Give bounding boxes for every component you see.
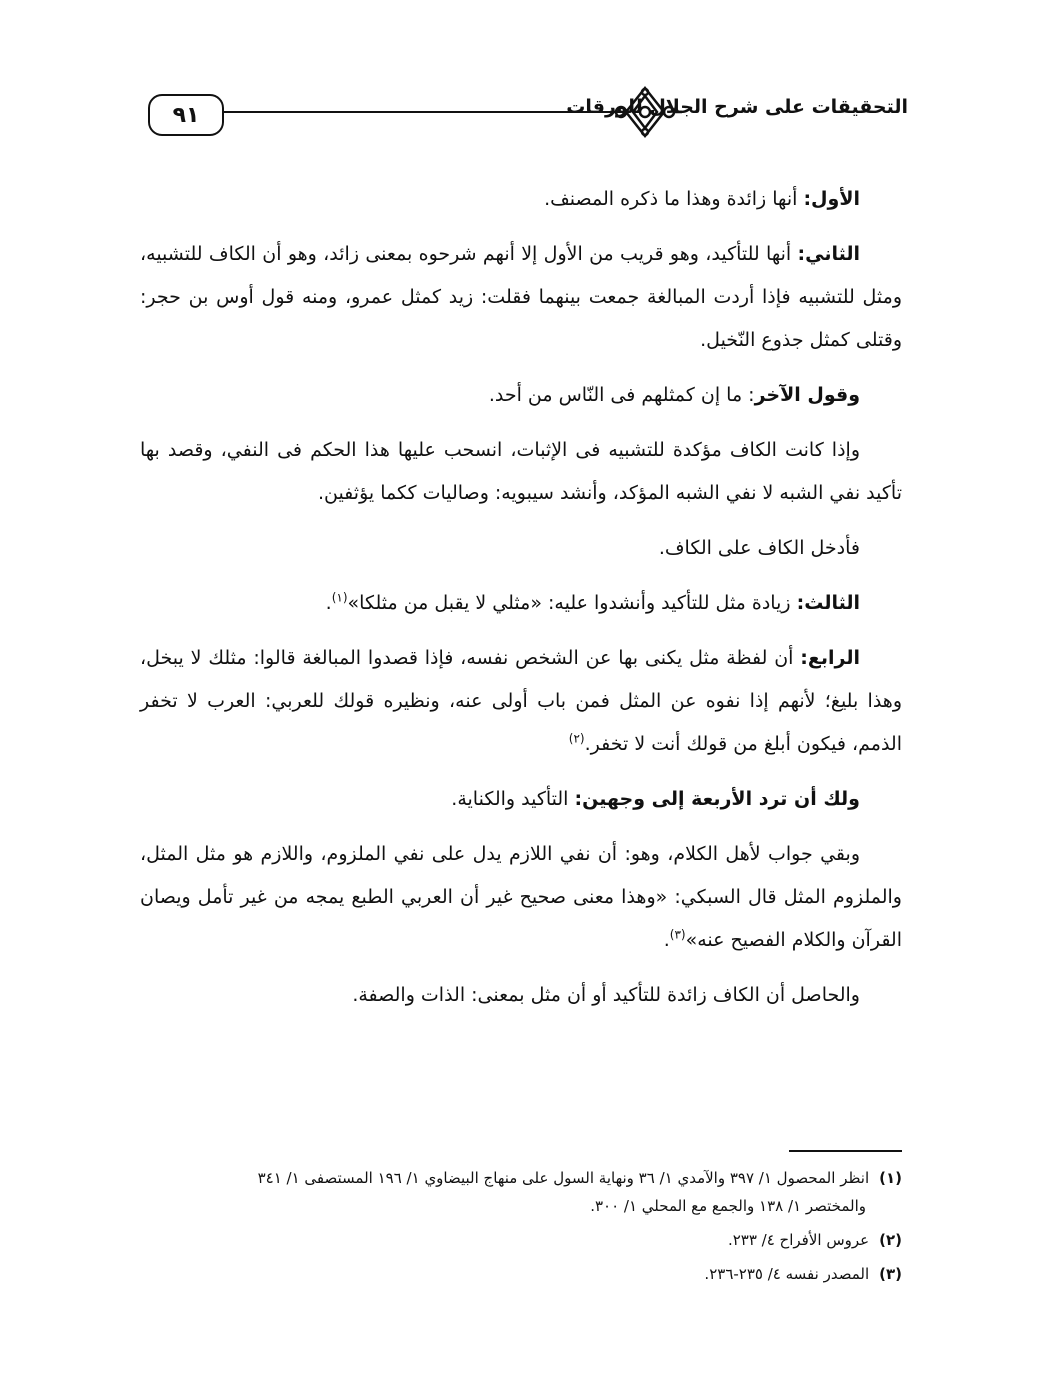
footnote-continuation: والمختصر ١/ ١٣٨ والجمع مع المحلي ١/ ٣٠٠.	[590, 1197, 866, 1215]
paragraph	[140, 637, 902, 766]
paragraph	[140, 778, 902, 821]
paragraph	[140, 527, 902, 570]
footnote	[140, 1260, 902, 1288]
page-header	[140, 84, 908, 140]
footnote-divider	[789, 1150, 902, 1152]
footnote-ref[interactable]: (١)	[331, 590, 348, 605]
footnote-number: (٢)	[879, 1231, 902, 1249]
paragraph-text: والحاصل أن الكاف زائدة للتأكيد أو أن مثل بمعنى: الذات والصفة.	[352, 984, 860, 1006]
paragraph-text: وبقي جواب لأهل الكلام، وهو: أن نفي اللازم يدل على نفي الملزوم، واللازم هو مثل المثل، والملزوم المثل قال السبكي: «وهذا معنى صحيح غير أن العربي الطبع يمجه من غير تأمل ويصان القرآن والكلام الفصيح عنه»	[140, 843, 902, 951]
paragraph-text: التأكيد والكناية.	[451, 788, 575, 810]
paragraph-text: : ما إن كمثلهم فى النّاس من أحد.	[488, 384, 755, 406]
footnote	[140, 1164, 902, 1220]
paragraph-lead: الثاني:	[797, 243, 860, 265]
footnote-ref[interactable]: (٢)	[568, 731, 585, 746]
paragraph-text: أنها للتأكيد، وهو قريب من الأول إلا أنهم شرحوه بمعنى زائد، وهو أن الكاف للتشبيه، ومثل للتشبيه فإذا أردت المبالغة جمعت بينهما فقلت: زيد كمثل عمرو، ومنه قول أوس بن حجر: وقتلى كمثل جذوع النّخيل.	[140, 243, 902, 351]
paragraph-text: فأدخل الكاف على الكاف.	[658, 537, 860, 559]
paragraph	[140, 374, 902, 417]
main-text	[140, 178, 902, 1029]
paragraph	[140, 974, 902, 1017]
paragraph-lead: الرابع:	[800, 647, 860, 669]
paragraph	[140, 233, 902, 362]
footnote-text: انظر المحصول ١/ ٣٩٧ والآمدي ١/ ٣٦ ونهاية السول على منهاج البيضاوي ١/ ١٩٦ المستصفى ١/ ٣٤١	[257, 1169, 870, 1187]
footnote-text: المصدر نفسه ٤/ ٢٣٥-٢٣٦.	[704, 1265, 870, 1283]
paragraph	[140, 833, 902, 962]
book-title: التحقيقات على شرح الجلال للورقات	[566, 96, 908, 118]
paragraph-tail: .	[325, 592, 332, 614]
paragraph	[140, 429, 902, 515]
footnote	[140, 1226, 902, 1254]
page-number: ٩١	[148, 94, 224, 136]
footnote-ref[interactable]: (٣)	[669, 927, 686, 942]
paragraph-tail: .	[663, 929, 670, 951]
paragraph-lead: وقول الآخر	[754, 384, 860, 406]
paragraph-text: وإذا كانت الكاف مؤكدة للتشبيه فى الإثبات، انسحب عليها هذا الحكم فى النفي، وقصد بها تأكيد نفي الشبه لا نفي الشبه المؤكد، وأنشد سيبويه: وصاليات ككما يؤثفين.	[140, 439, 902, 504]
paragraph	[140, 178, 902, 221]
paragraph-lead: الثالث:	[796, 592, 860, 614]
footnotes	[140, 1164, 902, 1294]
paragraph-lead: ولك أن ترد الأربعة إلى وجهين:	[574, 788, 860, 810]
paragraph-lead: الأول:	[803, 188, 860, 210]
paragraph-text: أنها زائدة وهذا ما ذكره المصنف.	[544, 188, 804, 210]
paragraph-text: أن لفظة مثل يكنى بها عن الشخص نفسه، فإذا قصدوا المبالغة قالوا: مثلك لا يبخل، وهذا بليغ؛ لأنهم إذا نفوه عن المثل فمن باب أولى عنه، ونظيره قولك للعربي: العرب لا تخفر الذمم، فيكون أبلغ من قولك أنت لا تخفر.	[140, 647, 902, 755]
footnote-number: (٣)	[879, 1265, 902, 1283]
header-rule	[222, 111, 622, 113]
paragraph	[140, 582, 902, 625]
footnote-number: (١)	[879, 1169, 902, 1187]
footnote-text: عروس الأفراح ٤/ ٢٣٣.	[727, 1231, 870, 1249]
paragraph-text: زيادة مثل للتأكيد وأنشدوا عليه: «مثلي لا يقبل من مثلكا»	[347, 592, 797, 614]
